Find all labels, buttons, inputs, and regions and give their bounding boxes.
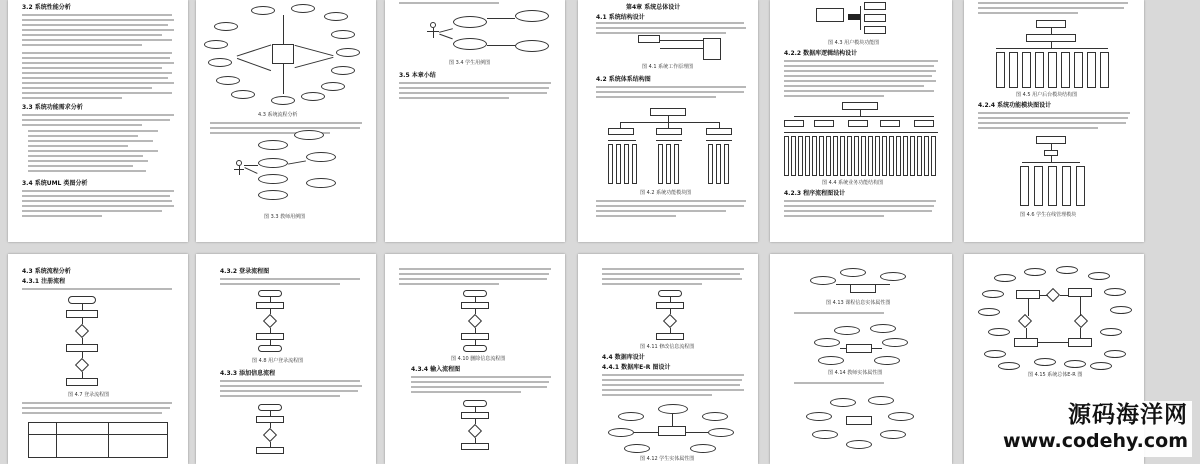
watermark-title: 源码海洋网 — [1068, 402, 1188, 428]
document-page-8[interactable] — [196, 254, 376, 464]
document-page-9[interactable] — [385, 254, 565, 464]
figure-caption: 图 4.4 系统业务功能结构图 — [822, 180, 884, 186]
figure-caption: 图 4.8 用户登录流程图 — [252, 358, 304, 364]
stick-figure-icon — [234, 160, 244, 182]
actor-box — [272, 44, 294, 64]
stick-figure-icon — [427, 22, 439, 46]
site-watermark — [1002, 401, 1192, 457]
section-heading: 4.2.3 程序流程图设计 — [784, 190, 846, 197]
figure-caption: 图 4.6 学生在线管理模块 — [1020, 212, 1077, 218]
section-heading: 4.3.2 登录流程图 — [220, 268, 270, 275]
figure-caption: 图 4.12 学生实体属性图 — [640, 456, 695, 462]
document-page-6[interactable] — [964, 0, 1144, 242]
section-heading: 3.5 本章小结 — [399, 72, 436, 79]
section-heading: 3.2 系统性能分析 — [22, 4, 71, 11]
figure-caption: 图 3.4 学生用例图 — [449, 60, 491, 66]
section-heading: 4.4 数据库设计 — [602, 354, 645, 361]
document-page-1[interactable] — [8, 0, 188, 242]
figure-caption: 图 3.3 教师用例图 — [264, 214, 306, 220]
section-heading: 4.2.4 系统功能模块图设计 — [978, 102, 1052, 109]
section-heading: 4.3 系统流程分析 — [22, 268, 71, 275]
watermark-url: www.codehy.com — [1003, 430, 1188, 452]
figure-caption: 图 4.15 系统总体E-R 图 — [1028, 372, 1083, 378]
section-heading: 第4章 系统总体设计 — [626, 4, 681, 11]
figure-caption: 图 4.10 删除信息流程图 — [451, 356, 506, 362]
document-page-3[interactable] — [385, 0, 565, 242]
document-page-11[interactable] — [770, 254, 952, 464]
figure-caption: 图 4.13 课程信息实体属性图 — [826, 300, 891, 306]
figure-caption: 图 4.2 系统功能模块图 — [640, 190, 692, 196]
section-heading: 4.1 系统结构设计 — [596, 14, 645, 21]
section-heading: 3.4 系统UML 类图分析 — [22, 180, 88, 187]
document-page-10[interactable] — [578, 254, 758, 464]
section-heading: 4.4.1 数据库E-R 图设计 — [602, 364, 671, 371]
section-heading: 4.2.2 数据库逻辑结构设计 — [784, 50, 858, 57]
document-page-4[interactable] — [578, 0, 758, 242]
section-heading: 3.3 系统功能需求分析 — [22, 104, 83, 111]
figure-caption: 图 4.1 系统工作原理图 — [642, 64, 694, 70]
document-page-5[interactable] — [770, 0, 952, 242]
figure-caption: 4.3 系统流程分析 — [258, 112, 298, 118]
section-heading: 4.3.4 输入流程图 — [411, 366, 461, 373]
section-heading: 4.3.3 添加信息流程 — [220, 370, 276, 377]
section-heading: 4.3.1 注册流程 — [22, 278, 66, 285]
figure-caption: 图 4.11 修改信息流程图 — [640, 344, 695, 350]
document-page-2[interactable] — [196, 0, 376, 242]
section-heading: 4.2 系统体系结构图 — [596, 76, 651, 83]
figure-caption: 图 4.7 登录流程图 — [68, 392, 110, 398]
figure-caption: 图 4.14 教师实体属性图 — [828, 370, 883, 376]
figure-caption: 图 4.5 用户后台模块结构图 — [1016, 92, 1078, 98]
figure-caption: 图 4.3 用户模块功能图 — [828, 40, 880, 46]
document-page-7[interactable] — [8, 254, 188, 464]
